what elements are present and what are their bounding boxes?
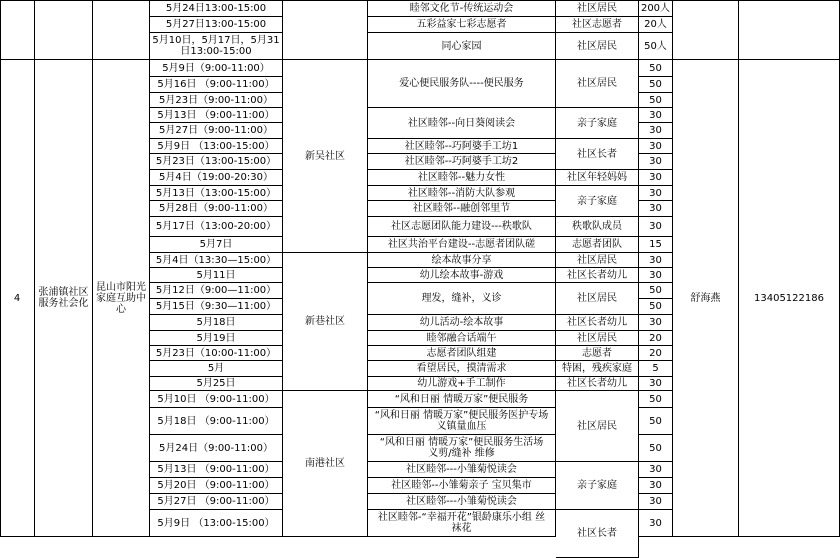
activity-cell: “风和日丽 情暖万家”便民服务生活场 义剪/缝补 维修 — [368, 435, 556, 462]
count-cell: 200人 — [639, 0, 673, 17]
target-cell: 社区居民 — [556, 0, 639, 17]
time-cell: 5月13日 （9:00-11:00） — [150, 462, 283, 478]
count-cell: 30 — [639, 170, 673, 186]
time-cell: 5月9日 （13:00-15:00） — [150, 139, 283, 154]
count-cell: 50 — [639, 299, 673, 315]
target-cell: 秩歌队成员 — [556, 217, 639, 237]
count-cell: 20 — [639, 346, 673, 361]
blank-top-1 — [0, 0, 35, 60]
time-cell: 5月10日，5月17日，5月31日13:00-15:00 — [150, 33, 283, 60]
target-cell: 社区长者 — [556, 139, 639, 170]
blank-phone-top — [739, 0, 840, 60]
count-cell: 30 — [639, 478, 673, 494]
activity-cell: 社区睦邻--融创邻里节 — [368, 201, 556, 217]
contact-phone: 13405122186 — [739, 60, 840, 537]
time-cell: 5月10日 （9:00-11:00） — [150, 391, 283, 408]
target-cell: 志愿者团队 — [556, 237, 639, 253]
time-cell: 5月20日 （9:00-11:00） — [150, 478, 283, 494]
activity-cell: 幼儿活动-绘本故事 — [368, 315, 556, 331]
time-cell: 5月17日（13:00-20:00） — [150, 217, 283, 237]
activity-cell: 社区志愿团队能力建设---秩歌队 — [368, 217, 556, 237]
time-cell: 5月23日（9:00-11:00） — [150, 93, 283, 108]
time-cell: 5月15日（9:30—11:00） — [150, 299, 283, 315]
count-cell: 30 — [639, 123, 673, 139]
count-cell: 20人 — [639, 17, 673, 33]
target-cell: 社区居民 — [556, 391, 639, 462]
target-cell: 志愿者 — [556, 346, 639, 361]
count-cell: 50人 — [639, 33, 673, 60]
target-cell: 社区长者 — [556, 510, 639, 558]
target-cell: 亲子家庭 — [556, 462, 639, 510]
count-cell: 50 — [639, 283, 673, 299]
time-cell: 5月18日 — [150, 315, 283, 331]
time-cell: 5月4日（19:00-20:30） — [150, 170, 283, 186]
target-cell: 亲子家庭 — [556, 186, 639, 217]
activity-cell: 理发，缝补，义诊 — [368, 283, 556, 315]
count-cell: 30 — [639, 108, 673, 123]
target-cell: 社区居民 — [556, 253, 639, 268]
activity-cell: 社区睦邻---小雏菊悦读会 — [368, 494, 556, 510]
activity-cell: 爱心便民服务队----便民服务 — [368, 60, 556, 108]
activity-cell: 幼儿游戏+手工制作 — [368, 377, 556, 391]
activity-cell: 社区睦邻--向日葵阅读会 — [368, 108, 556, 139]
time-cell: 5月27日（9:00-11:00） — [150, 123, 283, 139]
count-cell: 30 — [639, 154, 673, 170]
count-cell: 5 — [639, 361, 673, 377]
activity-cell: 社区睦邻-“幸福开花”银龄康乐小组 丝袜花 — [368, 510, 556, 537]
time-cell: 5月13日 （9:00-11:00） — [150, 108, 283, 123]
count-cell: 15 — [639, 237, 673, 253]
row-index: 4 — [0, 60, 35, 537]
target-cell: 社区长者幼儿 — [556, 315, 639, 331]
activity-cell: 绘本故事分享 — [368, 253, 556, 268]
center-name: 昆山市阳光家庭互助中心 — [93, 60, 150, 537]
count-cell: 30 — [639, 494, 673, 510]
time-cell: 5月25日 — [150, 377, 283, 391]
time-cell: 5月 — [150, 361, 283, 377]
activity-cell: 同心家园 — [368, 33, 556, 60]
time-cell: 5月12日（9:00—11:00） — [150, 283, 283, 299]
blank-top-2 — [35, 0, 93, 60]
activity-cell: 睦邻融合话端午 — [368, 331, 556, 346]
activity-cell: 社区睦邻--魅力女性 — [368, 170, 556, 186]
activity-cell: 社区睦邻--小雏菊亲子 宝贝集市 — [368, 478, 556, 494]
count-cell: 30 — [639, 201, 673, 217]
activity-cell: 看望居民，摸清需求 — [368, 361, 556, 377]
activity-cell: 幼儿绘本故事-游戏 — [368, 268, 556, 283]
count-cell: 50 — [639, 60, 673, 77]
count-cell: 30 — [639, 462, 673, 478]
target-cell: 社区年轻妈妈 — [556, 170, 639, 186]
activity-cell: 睦邻文化节-传统运动会 — [368, 0, 556, 17]
time-cell: 5月16日 （9:00-11:00） — [150, 77, 283, 93]
community-nangang: 南港社区 — [283, 391, 368, 537]
activity-cell: 社区睦邻--消防大队参观 — [368, 186, 556, 201]
activity-cell: “风和日丽 情暖万家”便民服务医护专场 义镇量血压 — [368, 408, 556, 435]
activity-cell: 社区睦邻--巧阿婆手工坊2 — [368, 154, 556, 170]
time-cell: 5月24日13:00-15:00 — [150, 0, 283, 17]
activity-cell: 志愿者团队组建 — [368, 346, 556, 361]
count-cell: 50 — [639, 77, 673, 93]
count-cell: 50 — [639, 391, 673, 408]
count-cell: 20 — [639, 331, 673, 346]
target-cell: 亲子家庭 — [556, 108, 639, 139]
time-cell: 5月19日 — [150, 331, 283, 346]
time-cell: 5月23日（10:00-11:00） — [150, 346, 283, 361]
time-cell: 5月24日（9:00-11:00） — [150, 435, 283, 462]
time-cell: 5月27日 （9:00-11:00） — [150, 494, 283, 510]
time-cell: 5月23日（13:00-15:00） — [150, 154, 283, 170]
target-cell: 社区长者幼儿 — [556, 377, 639, 391]
count-cell: 50 — [639, 435, 673, 462]
time-cell: 5月18日 （9:00-11:00） — [150, 408, 283, 435]
count-cell: 30 — [639, 139, 673, 154]
time-cell: 5月13日（13:00-15:00） — [150, 186, 283, 201]
time-cell: 5月9日 （13:00-15:00） — [150, 510, 283, 537]
target-cell: 社区志愿者 — [556, 17, 639, 33]
target-cell: 社区长者幼儿 — [556, 268, 639, 283]
count-cell: 30 — [639, 268, 673, 283]
blank-contact-top — [673, 0, 739, 60]
target-cell: 社区居民 — [556, 331, 639, 346]
activity-cell: 社区睦邻--巧阿婆手工坊1 — [368, 139, 556, 154]
target-cell: 特困，残疾家庭 — [556, 361, 639, 377]
time-cell: 5月7日 — [150, 237, 283, 253]
time-cell: 5月27日13:00-15:00 — [150, 17, 283, 33]
target-cell: 社区居民 — [556, 283, 639, 315]
time-cell: 5月11日 — [150, 268, 283, 283]
blank-top-3 — [93, 0, 150, 60]
time-cell: 5月9日（9:00-11:00） — [150, 60, 283, 77]
target-cell: 社区居民 — [556, 33, 639, 60]
community-xinwu: 新吴社区 — [283, 60, 368, 253]
time-cell: 5月4日（13:30—15:00） — [150, 253, 283, 268]
count-cell: 30 — [639, 186, 673, 201]
count-cell: 30 — [639, 315, 673, 331]
town-service-name: 张浦镇社区服务社会化 — [35, 60, 93, 537]
community-xinxiang: 新巷社区 — [283, 253, 368, 391]
count-cell: 50 — [639, 93, 673, 108]
count-cell: 30 — [639, 253, 673, 268]
activity-cell: 社区共治平台建设--志愿者团队磋 — [368, 237, 556, 253]
contact-person: 舒海燕 — [673, 60, 739, 537]
count-cell: 30 — [639, 377, 673, 391]
activity-cell: “风和日丽 情暖万家”便民服务 — [368, 391, 556, 408]
count-cell: 30 — [639, 217, 673, 237]
time-cell: 5月28日（9:00-11:00） — [150, 201, 283, 217]
count-cell: 50 — [639, 408, 673, 435]
community-cell — [283, 0, 368, 60]
activity-cell: 社区睦邻---小雏菊悦读会 — [368, 462, 556, 478]
count-cell: 30 — [639, 510, 673, 537]
activity-cell: 五彩益家七彩志愿者 — [368, 17, 556, 33]
target-cell: 社区居民 — [556, 60, 639, 108]
